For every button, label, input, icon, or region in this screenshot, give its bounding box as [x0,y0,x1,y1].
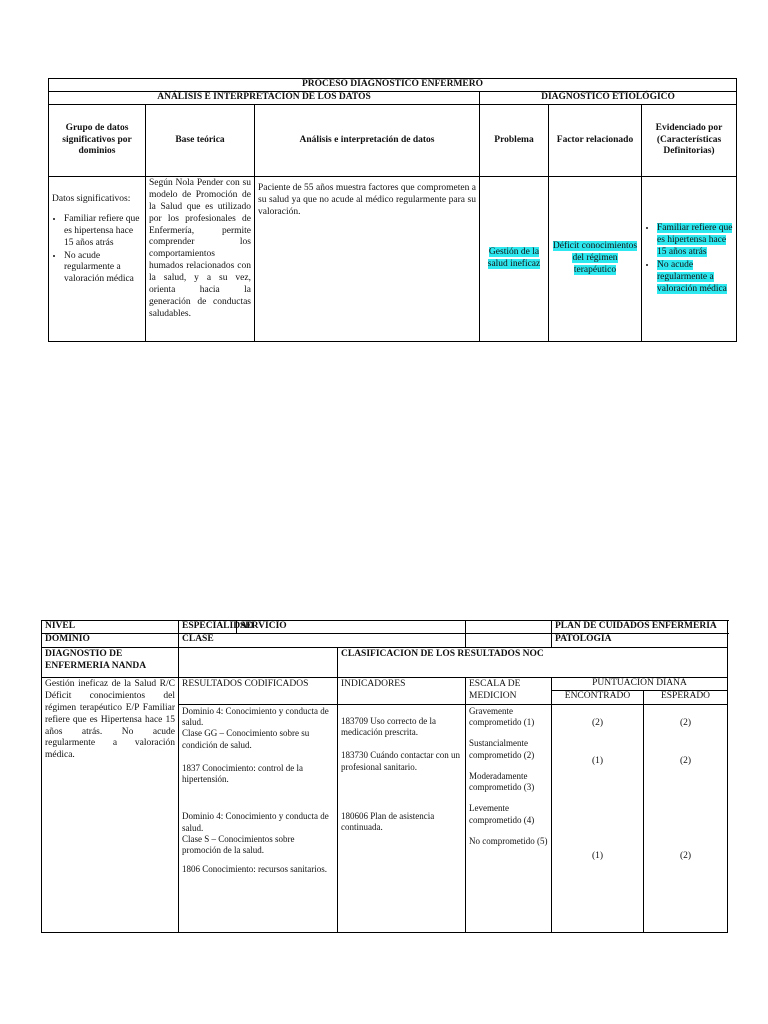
datos-cell [49,177,146,342]
escala-line: Sustancialmente comprometido (2) [469,738,535,760]
blank-cell [179,648,338,678]
escala-line: No comprometido (5) [469,835,548,846]
noc-header: CLASIFICACION DE LOS RESULTADOS NOC [338,648,728,678]
problema-cell [480,177,549,342]
diag-header: DIAGNOSTIO DE ENFERMERIA NANDA [42,648,179,678]
col-header-factor: Factor relacionado [549,105,642,177]
resultado-line: 1806 Conocimiento: recursos sanitarios. [182,864,327,875]
analisis-cell: Paciente de 55 años muestra factores que comprometen a su salud ya que no acude al médico regularmente para su valoración. [255,177,480,342]
servicio-label: SERVICIO [237,621,466,634]
escala-line: Moderadamente comprometido (3) [469,770,535,792]
encontrado-cell [552,704,644,932]
indicador-line: 183709 Uso correcto de la medicación prescrita. [341,715,436,737]
etiology-header: DIAGNOSTICO ETIOLÓGICO [480,92,737,105]
patologia-label: PATOLOGIA [552,634,728,648]
factor-text: Déficit conocimientos del régimen terapéutico [552,241,638,275]
plan-label: PLAN DE CUIDADOS ENFERMERIA [552,621,728,634]
base-teorica-cell: Según Nola Pender con su modelo de Promoción de la Salud que es utilizado por los profesionales de Enfermería, permite comprender los comportamientos humados relacionados con la salud, y a su vez, orienta hacia la generación de conductas saludables. [146,177,255,342]
encontrado-value: (2) [591,717,604,728]
datos-label: Datos significativos: [52,194,131,204]
evidencia-item: Familiar refiere que es hipertensa hace 15 años atrás [657,223,733,258]
resultado-line: Dominio 4: Conocimiento y conducta de salud. [182,811,329,833]
resultado-line: Dominio 4: Conocimiento y conducta de salud. [182,705,329,727]
esperado-value: (2) [679,755,692,766]
clase-label: CLASE [179,634,466,648]
problema-text: Gestión de la salud ineficaz [487,247,541,269]
especialidad-label: ESPECIALIDAD [179,621,237,634]
analysis-header: ANÁLISIS E INTERPRETACION DE LOS DATOS [49,92,480,105]
esperado-value: (2) [679,717,692,728]
indicador-line: 180606 Plan de asistencia continuada. [341,810,435,832]
esperado-cell [644,704,728,932]
resultado-line: 1837 Conocimiento: control de la hipertensión. [182,762,303,784]
diagnostic-process-table [48,78,737,342]
datos-item: • No acude regularmente a valoración médica [64,251,142,287]
indicadores-cell [338,704,466,932]
esperado-value: (2) [679,850,692,861]
care-plan-table [41,620,728,933]
escala-line: Levemente comprometido (4) [469,803,535,825]
blank-cell [466,634,552,648]
col-header-esperado: ESPERADO [644,691,728,704]
col-header-puntuacion: PUNTUACION DIANA [552,678,728,691]
nivel-label: NIVEL [42,621,179,634]
indicador-line: 183730 Cuándo contactar con un profesional sanitario. [341,750,460,772]
col-header-evidenciado: Evidenciado por (Características Definitorias) [642,105,737,177]
col-header-base: Base teórica [146,105,255,177]
diagnostico-text: Gestión ineficaz de la Salud R/C Déficit conocimientos del régimen terapéutico E/P Familiar refiere que es Hipertensa hace 15 años atrás. No acude regularmente a valoración médica. [42,678,179,933]
escala-cell [466,704,552,932]
factor-cell [549,177,642,342]
col-header-escala: ESCALA DE MEDICION [466,678,552,705]
escala-line: Gravemente comprometido (1) [469,705,535,727]
resultados-cell [179,704,338,932]
blank-cell [466,621,552,634]
col-header-grupo: Grupo de datos significativos por dominios [49,105,146,177]
col-header-problema: Problema [480,105,549,177]
resultado-line: Clase S – Conocimientos sobre promoción de la salud. [182,833,295,855]
encontrado-value: (1) [591,755,604,766]
encontrado-value: (1) [591,850,604,861]
col-header-resultados: RESULTADOS CODIFICADOS [179,678,338,705]
col-header-encontrado: ENCONTRADO [552,691,644,704]
evidencia-item: No acude regularmente a valoración médica [657,260,727,294]
evidenciado-cell [642,177,737,342]
col-header-analisis: Análisis e interpretación de datos [255,105,480,177]
table-title: PROCESO DIAGNOSTICO ENFERMERO [49,79,737,92]
dominio-label: DOMINIO [42,634,179,648]
datos-item: • Familiar refiere que es hipertensa hace 15 años atrás [64,214,142,250]
resultado-line: Clase GG – Conocimiento sobre su condición de salud. [182,728,310,750]
col-header-indicadores: INDICADORES [338,678,466,705]
